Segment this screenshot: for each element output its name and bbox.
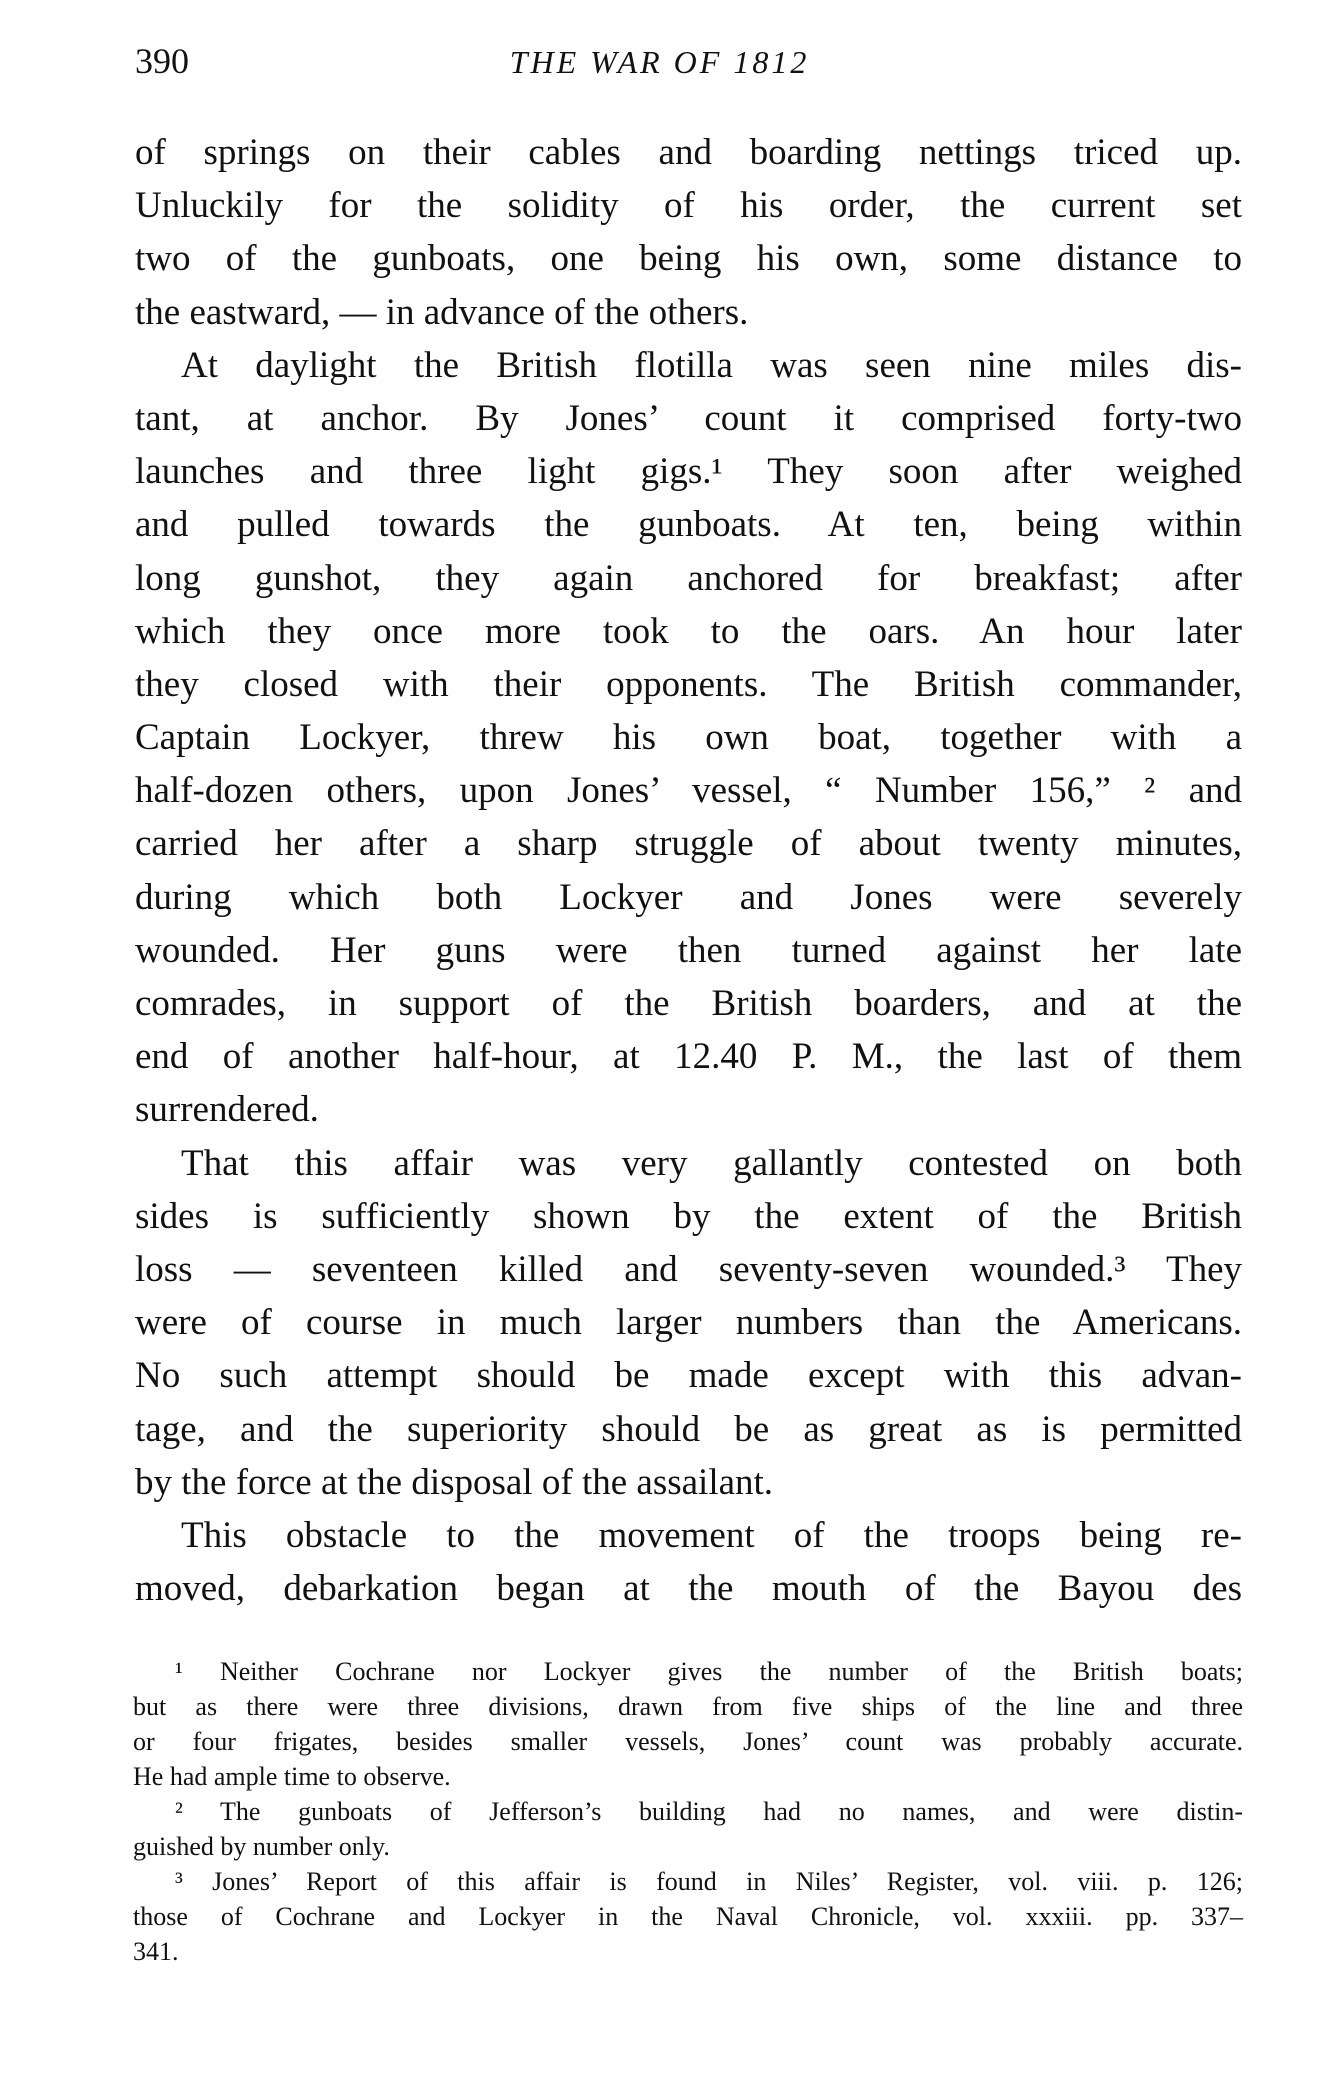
text-line: Captain Lockyer, threw his own boat, together with a <box>135 717 1242 759</box>
text-line: surrendered. <box>135 1089 319 1131</box>
footnote-line: He had ample time to observe. <box>133 1762 451 1791</box>
footnote-line: 341. <box>133 1937 179 1966</box>
text-line: moved, debarkation began at the mouth of the Bayou des <box>135 1568 1242 1610</box>
text-line: the eastward, — in advance of the others. <box>135 291 749 333</box>
text-line: sides is sufficiently shown by the extent of the British <box>135 1195 1242 1237</box>
text-line: of springs on their cables and boarding nettings triced up. <box>135 132 1242 173</box>
text-line: end of another half-hour, at 12.40 P. M., the last of them <box>135 1036 1242 1078</box>
text-line: wounded. Her guns were then turned against her late <box>135 929 1242 971</box>
footnotes <box>133 1654 1243 1969</box>
text-line: which they once more took to the oars. An hour later <box>135 610 1242 652</box>
text-line: That this affair was very gallantly contested on both <box>181 1142 1242 1184</box>
text-line: carried her after a sharp struggle of about twenty minutes, <box>135 823 1242 865</box>
footnote-line: ³ Jones’ Report of this affair is found in Niles’ Register, vol. viii. p. 126; <box>175 1867 1243 1896</box>
text-line: half-dozen others, upon Jones’ vessel, “ Number 156,” ² and <box>135 770 1242 812</box>
text-line: launches and three light gigs.¹ They soon after weighed <box>135 451 1242 493</box>
text-line: tant, at anchor. By Jones’ count it comprised forty-two <box>135 397 1242 439</box>
footnote-line: guished by number only. <box>133 1832 390 1861</box>
footnote-line: those of Cochrane and Lockyer in the Naval Chronicle, vol. xxxiii. pp. 337– <box>133 1902 1243 1931</box>
text-line: This obstacle to the movement of the troops being re- <box>181 1514 1242 1556</box>
text-line: they closed with their opponents. The British commander, <box>135 663 1242 705</box>
running-title: THE WAR OF 1812 <box>509 44 810 80</box>
text-line: during which both Lockyer and Jones were severely <box>135 876 1242 918</box>
text-line: by the force at the disposal of the assailant. <box>135 1461 774 1503</box>
page-number: 390 <box>135 41 189 81</box>
text-line: Unluckily for the solidity of his order, the current set <box>135 185 1242 227</box>
text-line: and pulled towards the gunboats. At ten, being within <box>135 504 1242 546</box>
text-line: loss — seventeen killed and seventy-seven wounded.³ They <box>135 1248 1242 1290</box>
text-line: long gunshot, they again anchored for breakfast; after <box>135 557 1242 599</box>
footnote-line: ¹ Neither Cochrane nor Lockyer gives the number of the British boats; <box>175 1657 1243 1686</box>
body-text <box>135 126 1242 1615</box>
footnote-line: ² The gunboats of Jefferson’s building had no names, and were distin- <box>175 1797 1243 1826</box>
footnote-line: or four frigates, besides smaller vessels, Jones’ count was probably accurate. <box>133 1727 1243 1756</box>
text-line: tage, and the superiority should be as great as is permitted <box>135 1408 1242 1450</box>
text-line: comrades, in support of the British boarders, and at the <box>135 983 1242 1024</box>
text-line: two of the gunboats, one being his own, some distance to <box>135 238 1242 280</box>
text-line: At daylight the British flotilla was seen nine miles dis- <box>181 344 1242 386</box>
text-line: No such attempt should be made except with this advan- <box>135 1355 1242 1397</box>
text-line: were of course in much larger numbers than the Americans. <box>135 1302 1242 1344</box>
footnote-line: but as there were three divisions, drawn from five ships of the line and three <box>133 1692 1243 1721</box>
